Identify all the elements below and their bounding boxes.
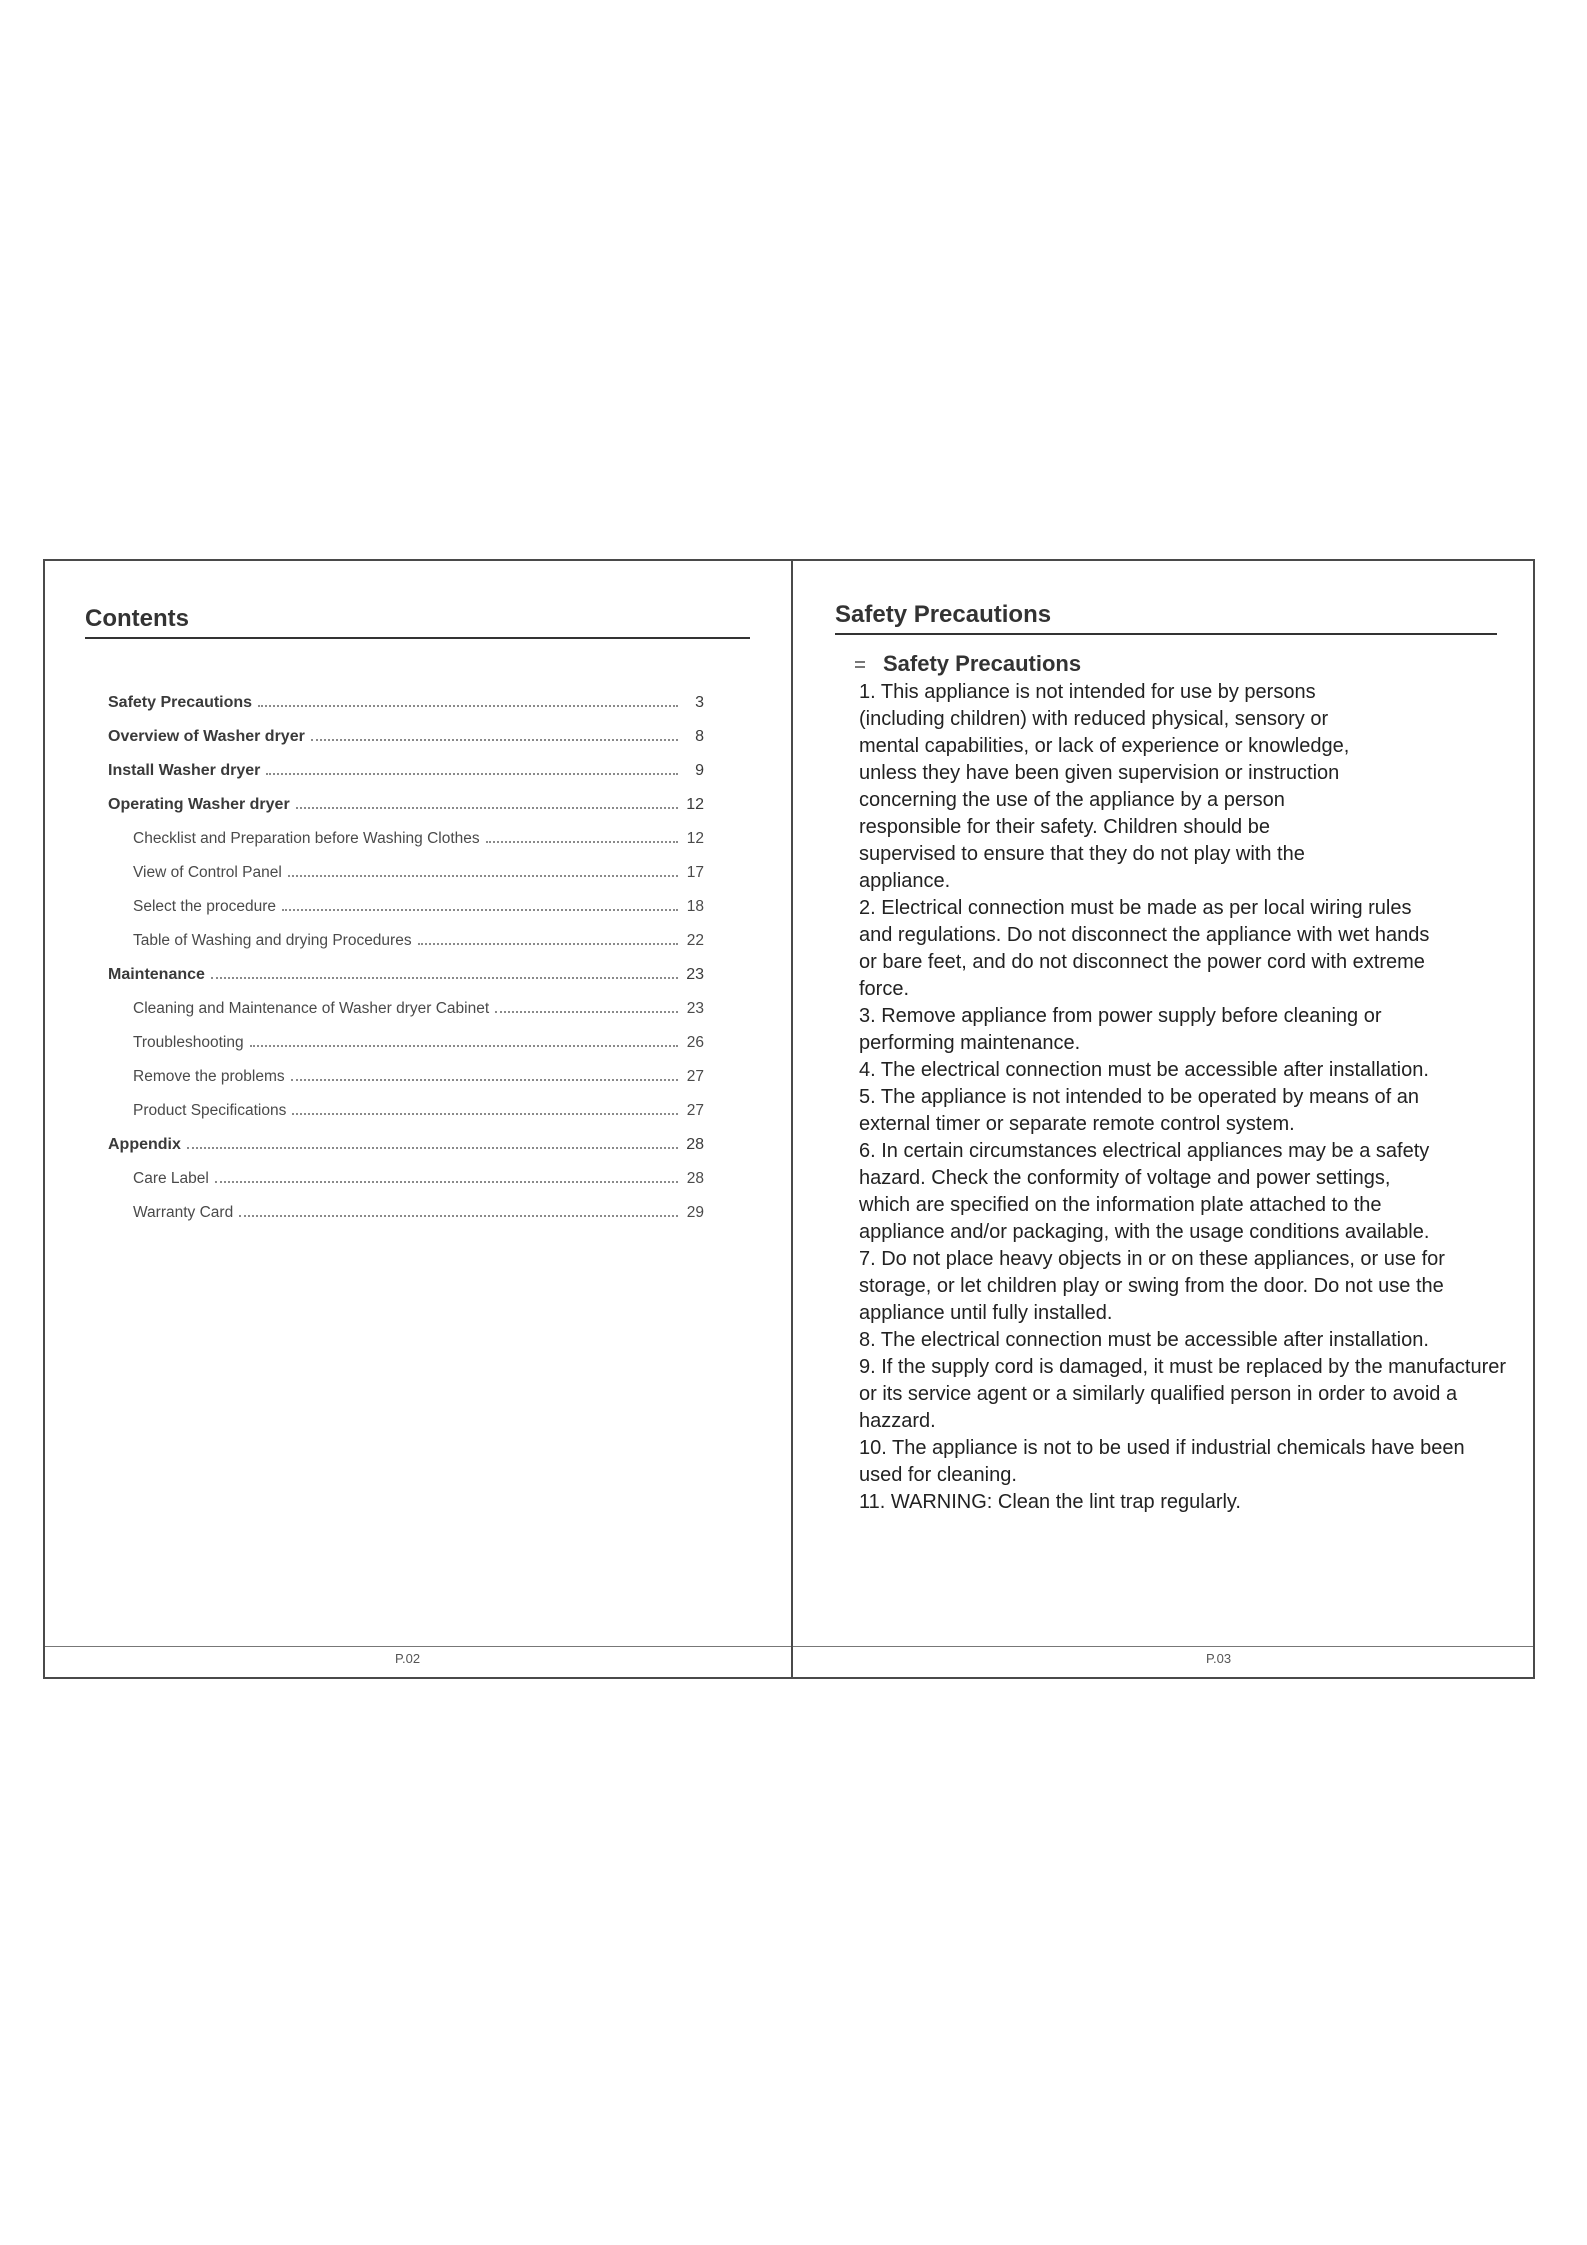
safety-line: (including children) with reduced physical, sensory or [859, 708, 1329, 730]
toc-entry [108, 950, 704, 984]
toc-entry [108, 678, 704, 712]
safety-line: 8. The electrical connection must be accessible after installation. [859, 1329, 1429, 1351]
toc-page-number: 3 [695, 694, 704, 711]
toc-page-number: 28 [686, 1136, 704, 1153]
toc-label: Cleaning and Maintenance of Washer dryer Cabinet [133, 1000, 490, 1017]
footer-divider [793, 1646, 1533, 1647]
toc-leader-dots [258, 705, 678, 707]
safety-line: storage, or let children play or swing from the door. Do not use the [859, 1275, 1444, 1297]
toc-entry [108, 1120, 704, 1154]
toc-leader-dots [495, 1011, 678, 1013]
safety-page [793, 561, 1533, 1677]
toc-label: Safety Precautions [108, 694, 253, 711]
page-number: P.03 [1206, 1651, 1232, 1666]
toc-entry [108, 1188, 704, 1222]
toc-leader-dots [215, 1181, 678, 1183]
toc-leader-dots [266, 773, 678, 775]
toc-page-number: 23 [686, 1000, 704, 1017]
title-underline [835, 633, 1497, 635]
toc-page-number: 8 [695, 728, 704, 745]
safety-line: 3. Remove appliance from power supply before cleaning or [859, 1005, 1382, 1027]
safety-line: or bare feet, and do not disconnect the power cord with extreme [859, 951, 1425, 973]
toc-entry [108, 712, 704, 746]
toc-leader-dots [486, 841, 678, 843]
toc-label: Product Specifications [133, 1102, 287, 1119]
toc-entry [108, 848, 704, 882]
toc-label: Checklist and Preparation before Washing Clothes [133, 830, 480, 847]
safety-line: responsible for their safety. Children should be [859, 816, 1270, 838]
toc-label: View of Control Panel [133, 864, 282, 881]
toc-leader-dots [288, 875, 678, 877]
safety-line: performing maintenance. [859, 1032, 1081, 1054]
toc-label: Maintenance [108, 966, 205, 983]
toc-label: Overview of Washer dryer [108, 728, 305, 745]
toc-label: Remove the problems [133, 1068, 285, 1085]
toc-leader-dots [296, 807, 678, 809]
safety-line: force. [859, 978, 910, 1000]
toc-page-number: 12 [686, 830, 704, 847]
safety-line: 1. This appliance is not intended for use by persons [859, 681, 1316, 703]
toc-label: Operating Washer dryer [108, 796, 290, 813]
booklet-spread [43, 559, 1535, 1679]
safety-line: used for cleaning. [859, 1464, 1017, 1486]
safety-line: appliance until fully installed. [859, 1302, 1113, 1324]
toc-leader-dots [282, 909, 678, 911]
toc-label: Care Label [133, 1170, 209, 1187]
safety-line: which are specified on the information plate attached to the [859, 1194, 1382, 1216]
safety-line: 5. The appliance is not intended to be operated by means of an [859, 1086, 1420, 1108]
toc-entry [108, 1086, 704, 1120]
title-underline [85, 637, 750, 639]
safety-line: or its service agent or a similarly qualified person in order to avoid a [859, 1383, 1458, 1405]
toc-leader-dots [291, 1079, 678, 1081]
safety-line: external timer or separate remote control system. [859, 1113, 1295, 1135]
toc-page-number: 26 [686, 1034, 704, 1051]
contents-page [45, 561, 793, 1677]
section-heading [855, 651, 1081, 677]
footer-divider [45, 1646, 791, 1647]
toc-page-number: 22 [686, 932, 704, 949]
toc-label: Select the procedure [133, 898, 277, 915]
toc-entry [108, 916, 704, 950]
safety-title: Safety Precautions [835, 601, 1052, 628]
toc-label: Table of Washing and drying Procedures [133, 932, 412, 949]
safety-line: 4. The electrical connection must be accessible after installation. [859, 1059, 1429, 1081]
toc-entry [108, 984, 704, 1018]
safety-line: 6. In certain circumstances electrical appliances may be a safety [859, 1140, 1430, 1162]
safety-line: 2. Electrical connection must be made as per local wiring rules [859, 897, 1412, 919]
safety-line: supervised to ensure that they do not play with the [859, 843, 1305, 865]
toc-label: Appendix [108, 1136, 181, 1153]
safety-line: hazard. Check the conformity of voltage and power settings, [859, 1167, 1391, 1189]
toc-page-number: 27 [686, 1102, 704, 1119]
toc-page-number: 9 [695, 762, 704, 779]
toc-leader-dots [187, 1147, 678, 1149]
toc-leader-dots [239, 1215, 678, 1217]
safety-line: hazzard. [859, 1410, 936, 1432]
toc-label: Warranty Card [133, 1204, 234, 1221]
safety-line: 7. Do not place heavy objects in or on these appliances, or use for [859, 1248, 1445, 1270]
toc-leader-dots [311, 739, 678, 741]
toc-page-number: 23 [686, 966, 704, 983]
toc-page-number: 27 [686, 1068, 704, 1085]
safety-line: concerning the use of the appliance by a person [859, 789, 1285, 811]
page-number: P.02 [395, 1651, 421, 1666]
safety-line: 10. The appliance is not to be used if industrial chemicals have been [859, 1437, 1465, 1459]
contents-title: Contents [85, 605, 189, 632]
safety-line: 11. WARNING: Clean the lint trap regularly. [859, 1491, 1241, 1513]
toc-page-number: 29 [686, 1204, 704, 1221]
toc-entry [108, 746, 704, 780]
toc-page-number: 17 [686, 864, 704, 881]
section-heading-text: Safety Precautions [883, 651, 1082, 676]
toc-label: Install Washer dryer [108, 762, 261, 779]
safety-line: appliance. [859, 870, 951, 892]
toc-leader-dots [418, 943, 678, 945]
safety-line: 9. If the supply cord is damaged, it must be replaced by the manufacturer [859, 1356, 1507, 1378]
toc-label: Troubleshooting [133, 1034, 244, 1051]
toc-entry [108, 1052, 704, 1086]
toc-page-number: 12 [686, 796, 704, 813]
toc-entry [108, 814, 704, 848]
toc-entry [108, 1018, 704, 1052]
safety-list [859, 679, 1539, 1516]
safety-line: and regulations. Do not disconnect the appliance with wet hands [859, 924, 1430, 946]
toc-entry [108, 1154, 704, 1188]
toc-leader-dots [292, 1113, 678, 1115]
safety-line: appliance and/or packaging, with the usage conditions available. [859, 1221, 1430, 1243]
toc-entry [108, 882, 704, 916]
table-of-contents [108, 678, 704, 1222]
safety-line: unless they have been given supervision or instruction [859, 762, 1340, 784]
toc-entry [108, 780, 704, 814]
toc-leader-dots [250, 1045, 678, 1047]
safety-line: mental capabilities, or lack of experience or knowledge, [859, 735, 1350, 757]
toc-leader-dots [211, 977, 678, 979]
toc-page-number: 28 [686, 1170, 704, 1187]
double-dash-icon [855, 661, 865, 668]
toc-page-number: 18 [686, 898, 704, 915]
